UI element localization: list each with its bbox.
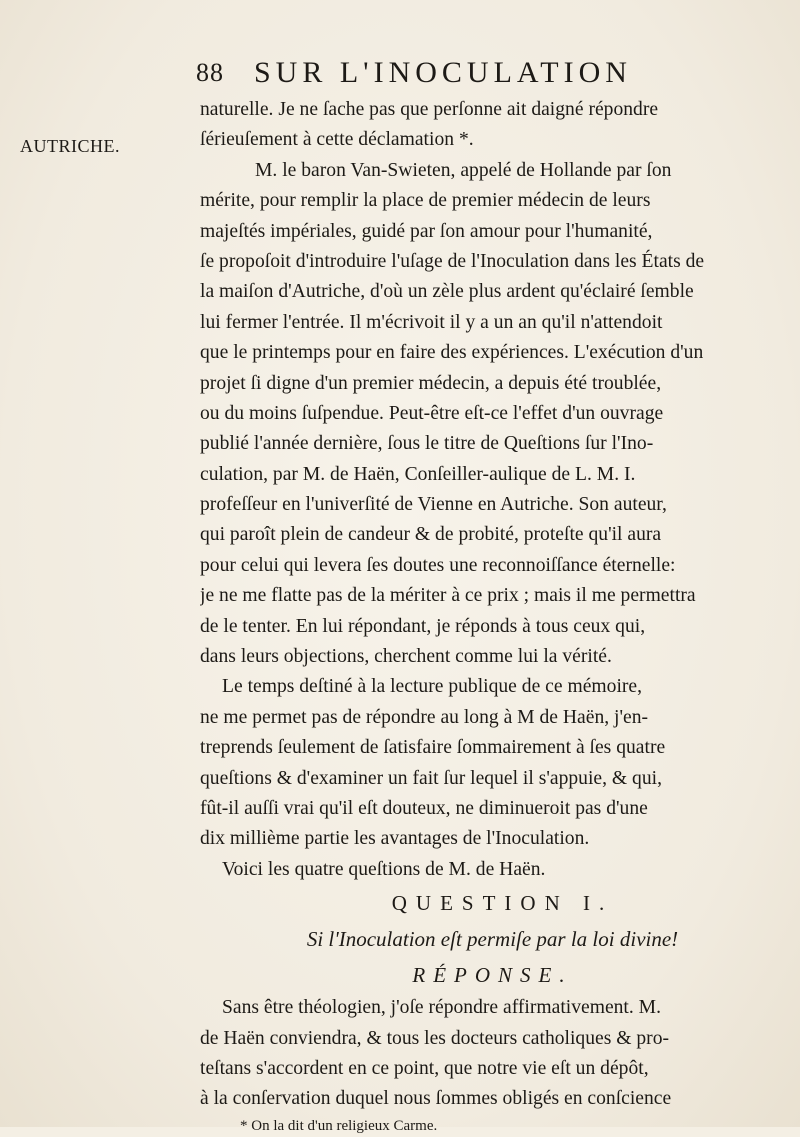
text-line: Le temps deſtiné à la lecture publique de ce mémoire, xyxy=(222,676,643,698)
response-line: à la conſervation duquel nous ſommes obligés en conſcience xyxy=(200,1088,672,1110)
text-line: queſtions & d'examiner un fait ſur lequel il s'appuie, & qui, xyxy=(200,767,662,789)
text-line: lui fermer l'entrée. Il m'écrivoit il y a un an qu'il n'attendoit xyxy=(200,311,663,333)
text-line: M. le baron Van-Swieten, appelé de Hollande par ſon xyxy=(255,159,672,181)
text-line: publié l'année dernière, ſous le titre de Queſtions ſur l'Ino- xyxy=(200,433,654,455)
text-line: ne me permet pas de répondre au long à M de Haën, j'en- xyxy=(200,706,649,728)
text-line: projet ſi digne d'un premier médecin, a depuis été troublée, xyxy=(200,372,662,394)
text-line: majeſtés impériales, guidé par ſon amour pour l'humanité, xyxy=(200,220,653,242)
text-line: Voici les quatre queſtions de M. de Haën. xyxy=(222,858,546,880)
text-line: ou du moins ſuſpendue. Peut-être eſt-ce l'effet d'un ouvrage xyxy=(200,402,664,424)
text-line: qui paroît plein de candeur & de probité, proteſte qu'il aura xyxy=(200,524,662,546)
text-line: mérite, pour remplir la place de premier médecin de leurs xyxy=(200,190,651,212)
text-line: de le tenter. En lui répondant, je réponds à tous ceux qui, xyxy=(200,615,646,637)
response-line: Sans être théologien, j'oſe répondre affirmativement. M. xyxy=(222,997,661,1019)
response-line: de Haën conviendra, & tous les docteurs catholiques & pro- xyxy=(200,1027,670,1049)
text-line: naturelle. Je ne ſache pas que perſonne ait daigné répondre xyxy=(200,99,659,120)
text-line: ſe propoſoit d'introduire l'uſage de l'Inoculation dans les États de xyxy=(200,250,705,272)
question-subheading: Si l'Inoculation eſt permiſe par la loi divine! xyxy=(306,927,679,952)
text-line: que le printemps pour en faire des expériences. L'exécution d'un xyxy=(200,342,704,364)
text-line: treprends ſeulement de ſatisfaire ſommairement à ſes quatre xyxy=(200,737,666,759)
text-line: dans leurs objections, cherchent comme lui la vérité. xyxy=(200,646,612,668)
text-line: la maiſon d'Autriche, d'où un zèle plus ardent qu'éclairé ſemble xyxy=(200,281,694,303)
response-heading: RÉPONSE. xyxy=(412,963,573,988)
text-line: ſérieuſement à cette déclamation *. xyxy=(200,129,474,151)
margin-note: AUTRICHE. xyxy=(20,136,120,156)
body-text xyxy=(200,95,785,1137)
text-line: je ne me flatte pas de la mériter à ce prix ; mais il me permettra xyxy=(200,585,696,607)
text-line: profeſſeur en l'univerſité de Vienne en Autriche. Son auteur, xyxy=(200,494,667,516)
footnote: * On la dit d'un religieux Carme. xyxy=(240,1117,438,1134)
text-line: pour celui qui levera ſes doutes une reconnoiſſance éternelle: xyxy=(200,554,676,576)
text-line: dix millième partie les avantages de l'Inoculation. xyxy=(200,828,590,850)
text-line: culation, par M. de Haën, Conſeiller-aulique de L. M. I. xyxy=(200,463,636,485)
text-line: fût-il auſſi vrai qu'il eſt douteux, ne diminueroit pas d'une xyxy=(200,797,648,819)
page-number: 88 xyxy=(196,58,224,87)
running-title: SUR L'INOCULATION xyxy=(254,56,632,89)
response-line: teſtans s'accordent en ce point, que notre vie eſt un dépôt, xyxy=(200,1057,649,1079)
question-heading: QUESTION I. xyxy=(391,891,614,916)
